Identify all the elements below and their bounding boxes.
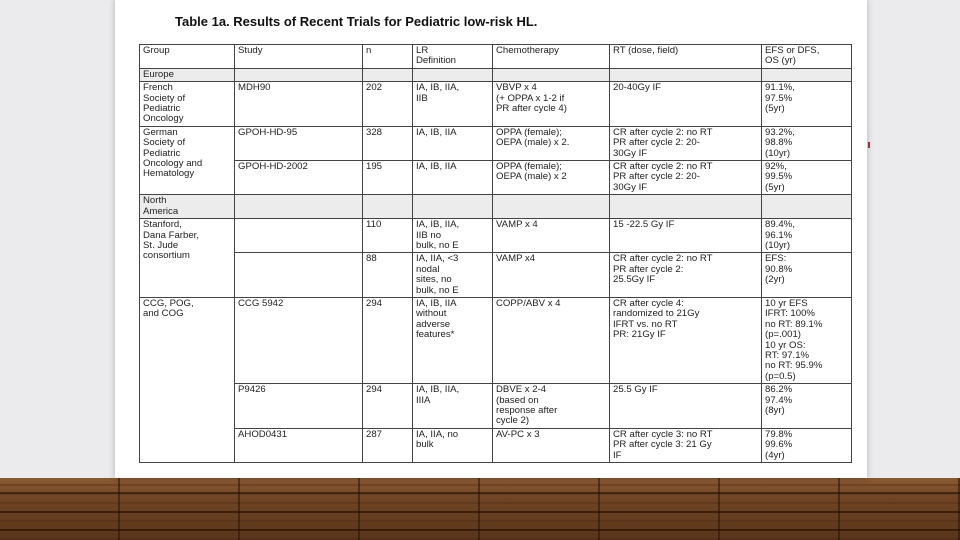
efs-cell: 89.4%, 96.1% (10yr)	[762, 219, 852, 253]
rt-cell: CR after cycle 2: no RT PR after cycle 2: 20- 30Gy IF	[610, 126, 762, 160]
efs-cell: 91.1%, 97.5% (5yr)	[762, 82, 852, 127]
n-cell: 294	[363, 384, 413, 429]
lr-cell: IA, IB, IIA, IIB no bulk, no E	[413, 219, 493, 253]
lr-cell: IA, IB, IIA	[413, 161, 493, 195]
region-label: Europe	[140, 68, 235, 81]
region-row-europe	[140, 68, 852, 81]
study-cell: GPOH-HD-2002	[235, 161, 363, 195]
rt-cell: CR after cycle 2: no RT PR after cycle 2: 20- 30Gy IF	[610, 161, 762, 195]
efs-cell: 79.8% 99.6% (4yr)	[762, 428, 852, 462]
study-cell	[235, 219, 363, 253]
header-study: Study	[235, 45, 363, 69]
table-row	[140, 428, 852, 462]
table-row	[140, 297, 852, 383]
table-image	[115, 0, 867, 478]
chemo-cell: VBVP x 4 (+ OPPA x 1-2 if PR after cycle 4)	[493, 82, 610, 127]
n-cell: 294	[363, 297, 413, 383]
table-row	[140, 253, 852, 298]
lr-cell: IA, IB, IIA, IIB	[413, 82, 493, 127]
n-cell: 328	[363, 126, 413, 160]
lr-cell: IA, IB, IIA without adverse features*	[413, 297, 493, 383]
rt-cell: 25.5 Gy IF	[610, 384, 762, 429]
chemo-cell: COPP/ABV x 4	[493, 297, 610, 383]
wood-floor-decoration	[0, 478, 960, 540]
table-row	[140, 219, 852, 253]
efs-cell: 93.2%, 98.8% (10yr)	[762, 126, 852, 160]
header-group: Group	[140, 45, 235, 69]
group-cell: French Society of Pediatric Oncology	[140, 82, 235, 127]
lr-cell: IA, IIA, no bulk	[413, 428, 493, 462]
rt-cell: CR after cycle 4: randomized to 21Gy IFRT vs. no RT PR: 21Gy IF	[610, 297, 762, 383]
lr-cell: IA, IIA, <3 nodal sites, no bulk, no E	[413, 253, 493, 298]
rt-cell: 15 -22.5 Gy IF	[610, 219, 762, 253]
lr-cell: IA, IB, IIA	[413, 126, 493, 160]
header-efs-os: EFS or DFS, OS (yr)	[762, 45, 852, 69]
n-cell: 88	[363, 253, 413, 298]
accent-mark	[868, 142, 870, 148]
rt-cell: CR after cycle 3: no RT PR after cycle 3: 21 Gy IF	[610, 428, 762, 462]
table-row	[140, 384, 852, 429]
chemo-cell: OPPA (female); OEPA (male) x 2.	[493, 126, 610, 160]
header-chemotherapy: Chemotherapy	[493, 45, 610, 69]
trials-table	[139, 44, 852, 463]
n-cell: 287	[363, 428, 413, 462]
chemo-cell: OPPA (female); OEPA (male) x 2	[493, 161, 610, 195]
study-cell: CCG 5942	[235, 297, 363, 383]
rt-cell: CR after cycle 2: no RT PR after cycle 2: 25.5Gy IF	[610, 253, 762, 298]
study-cell: AHOD0431	[235, 428, 363, 462]
efs-cell: 10 yr EFS IFRT: 100% no RT: 89.1% (p=.001) 10 yr OS: RT: 97.1% no RT: 95.9% (p=0.5)	[762, 297, 852, 383]
header-n: n	[363, 45, 413, 69]
chemo-cell: AV-PC x 3	[493, 428, 610, 462]
efs-cell: EFS: 90.8% (2yr)	[762, 253, 852, 298]
rt-cell: 20-40Gy IF	[610, 82, 762, 127]
lr-cell: IA, IB, IIA, IIIA	[413, 384, 493, 429]
group-cell: German Society of Pediatric Oncology and Hematology	[140, 126, 235, 194]
study-cell: GPOH-HD-95	[235, 126, 363, 160]
chemo-cell: VAMP x 4	[493, 219, 610, 253]
table-row	[140, 82, 852, 127]
group-cell: CCG, POG, and COG	[140, 297, 235, 462]
chemo-cell: VAMP x4	[493, 253, 610, 298]
efs-cell: 92%, 99.5% (5yr)	[762, 161, 852, 195]
n-cell: 202	[363, 82, 413, 127]
chemo-cell: DBVE x 2-4 (based on response after cycle 2)	[493, 384, 610, 429]
table-row	[140, 126, 852, 160]
n-cell: 195	[363, 161, 413, 195]
group-cell: Stanford, Dana Farber, St. Jude consortium	[140, 219, 235, 298]
table-title: Table 1a. Results of Recent Trials for Pediatric low-risk HL.	[175, 14, 538, 29]
region-row-north-america	[140, 195, 852, 219]
region-label: North America	[140, 195, 235, 219]
study-cell: P9426	[235, 384, 363, 429]
header-rt: RT (dose, field)	[610, 45, 762, 69]
study-cell: MDH90	[235, 82, 363, 127]
header-row	[140, 45, 852, 69]
efs-cell: 86.2% 97.4% (8yr)	[762, 384, 852, 429]
study-cell	[235, 253, 363, 298]
table-row	[140, 161, 852, 195]
header-lr-definition: LR Definition	[413, 45, 493, 69]
n-cell: 110	[363, 219, 413, 253]
